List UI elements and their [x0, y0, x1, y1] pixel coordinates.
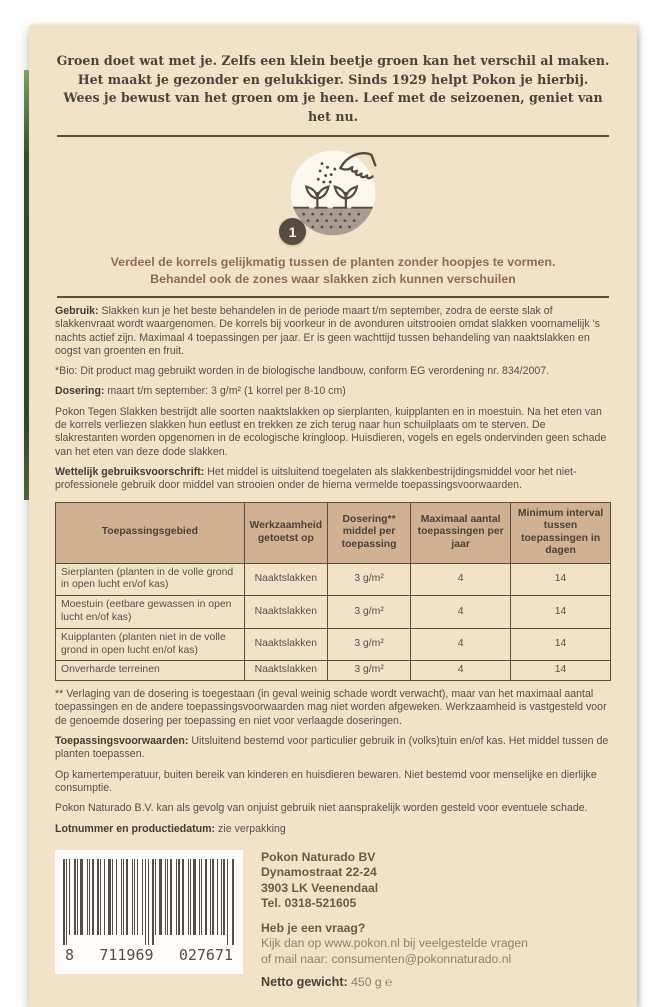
- company-name: Pokon Naturado BV: [261, 849, 376, 864]
- paragraph-product-info: [55, 406, 611, 459]
- cell-max-applications: 4: [411, 563, 511, 596]
- product-box-back-label: [29, 25, 637, 1007]
- cell-tested-on: Naaktslakken: [244, 628, 327, 661]
- application-step-figure: [273, 147, 393, 247]
- table-row: [56, 661, 611, 681]
- barcode-group2: 027671: [178, 945, 233, 964]
- col-header-max-toepassingen: Maximaal aantal toepassingen per jaar: [411, 502, 511, 563]
- net-weight: [261, 975, 611, 991]
- question-line-website: Kijk dan op www.pokon.nl bij veelgestelde vragen: [261, 936, 528, 951]
- barcode-digits: [63, 946, 235, 964]
- step-number-badge: 1: [279, 218, 306, 245]
- paragraph-text: Pokon Naturado B.V. kan als gevolg van onjuist gebruik niet aansprakelijk worden gesteld voor eventuele schade.: [55, 802, 588, 815]
- footer-block: [55, 850, 611, 991]
- paragraph-text: Op kamertemperatuur, buiten bereik van kinderen en huisdieren bewaren. Niet bestemd voor menselijke en dierlijke consumptie.: [55, 768, 597, 794]
- divider-instructions: [57, 296, 609, 298]
- paragraph-label: Gebruik:: [55, 305, 99, 317]
- cell-max-applications: 4: [411, 596, 511, 629]
- paragraph-bewaren: [55, 769, 611, 796]
- barcode-bars: [63, 859, 235, 945]
- paragraph-dosering: [55, 385, 611, 398]
- instruction-line: Verdeel de korrels gelijkmatig tussen de planten zonder hoopjes te vormen.: [110, 255, 556, 269]
- intro-line: Het maakt je gezonder en gelukkiger. Sinds 1929 helpt Pokon je hierbij.: [77, 71, 589, 87]
- table-row: [56, 563, 611, 596]
- usage-conditions-table: [55, 502, 611, 682]
- col-header-toepassingsgebied: Toepassingsgebied: [56, 502, 245, 563]
- paragraph-text: Uitsluitend bestemd voor particulier gebruik in (volks)tuin en/of kas. Het middel tussen de planten toepassen.: [55, 735, 609, 761]
- question-line-email: of mail naar: consumenten@pokonnaturado.nl: [261, 951, 512, 966]
- paragraph-aansprakelijkheid: [55, 802, 611, 815]
- table-row: [56, 596, 611, 629]
- cell-dose: 3 g/m²: [327, 661, 410, 681]
- intro-line: Groen doet wat met je. Zelfs een klein beetje groen kan het verschil al maken.: [56, 53, 610, 68]
- cell-dose: 3 g/m²: [327, 563, 410, 596]
- table-header-row: [56, 502, 611, 563]
- paragraph-text: ** Verlaging van de dosering is toegestaan (in geval weinig schade wordt verwacht), maar van het maximaal aantal toepassingen en de andere toepassingsvoorwaarden mag niet worden afgeweken. Werkzaamheid is vastgesteld voor de genoemde dosering per toepassing en niet voor verlaagde doseringen.: [55, 688, 607, 727]
- paragraph-text: zie verpakking: [218, 822, 286, 835]
- paragraph-label: Toepassingsvoorwaarden:: [55, 735, 189, 748]
- usage-text-block: [55, 305, 611, 493]
- paragraph-gebruik: [55, 305, 611, 358]
- cell-tested-on: Naaktslakken: [244, 563, 327, 596]
- application-instruction: [55, 254, 611, 287]
- cell-max-applications: 4: [411, 661, 511, 681]
- cell-interval-days: 14: [511, 596, 611, 629]
- paragraph-text: Slakken kun je het beste behandelen in de periode maart t/m september, zodra de eerste slak of slakkenvraat wordt waargenomen. De korrels bij voorkeur in de avonduren uitstrooien omdat slakken voornamelijk 's nachts actief zijn. Maximaal 4 toepassingen per jaar. Er is geen wachttijd tussen behandeling van naaktslakken en oogst van groenten en fruit.: [55, 305, 600, 357]
- cell-area: Sierplanten (planten in de volle grond in open lucht en/of kas): [56, 563, 245, 596]
- question-heading: Heb je een vraag?: [261, 920, 366, 935]
- company-street: Dynamostraat 22-24: [261, 865, 377, 880]
- net-weight-value: 450 g ℮: [351, 975, 393, 990]
- barcode-group1: 711969: [99, 945, 154, 964]
- instruction-line: Behandel ook de zones waar slakken zich kunnen verschuilen: [150, 271, 516, 286]
- col-header-dosering: Dosering** middel per toepassing: [327, 502, 410, 563]
- paragraph-lotnummer: [55, 823, 611, 836]
- cell-interval-days: 14: [511, 563, 611, 596]
- paragraph-text: Het middel is uitsluitend toegelaten als slakkenbestrijdingsmiddel voor het niet-professionele gebruik door middel van strooien onder de hierna vermelde toepassingsvoorwaarden.: [55, 465, 577, 492]
- paragraph-toepassingsvoorwaarden: [55, 735, 611, 762]
- barcode-lead-digit: 8: [65, 945, 75, 964]
- cell-area: Moestuin (eetbare gewassen in open lucht en/of kas): [56, 596, 245, 629]
- paragraph-dosering-footnote: [55, 688, 611, 728]
- conditions-text-block: [55, 688, 611, 836]
- cell-area: Kuipplanten (planten niet in de volle grond in open lucht en/of kas): [56, 628, 245, 661]
- paragraph-label: Wettelijk gebruiksvoorschrift:: [55, 465, 205, 478]
- paragraph-text: Pokon Tegen Slakken bestrijdt alle soorten naaktslakken op sierplanten, kuipplanten en in moestuin. Na het eten van de korrels verliezen slakken hun eetlust en trekken ze zich terug naar hun schuilplaats om te sterven. De slakrestanten worden opgenomen in de ecologische kringloop. Huisdieren, vogels en egels ondervinden geen schade van het eten van deze dode slakken.: [55, 405, 607, 458]
- table-row: [56, 628, 611, 661]
- paragraph-bio: [55, 365, 611, 378]
- col-header-werkzaamheid: Werkzaamheid getoetst op: [244, 502, 327, 563]
- ean-barcode: [55, 850, 243, 974]
- box-side-spine: [24, 70, 29, 500]
- intro-line: Wees je bewust van het groen om je heen. Leef met de seizoenen, geniet van het nu.: [63, 90, 603, 124]
- cell-interval-days: 14: [511, 661, 611, 681]
- paragraph-text: maart t/m september: 3 g/m² (1 korrel per 8-10 cm): [107, 385, 346, 398]
- paragraph-text: *Bio: Dit product mag gebruikt worden in de biologische landbouw, conform EG verordening nr. 834/2007.: [55, 365, 550, 378]
- manufacturer-contact: [261, 850, 611, 991]
- cell-tested-on: Naaktslakken: [244, 661, 327, 681]
- company-phone: Tel. 0318-521605: [261, 896, 357, 911]
- paragraph-label: Lotnummer en productiedatum:: [55, 822, 216, 835]
- company-city: 3903 LK Veenendaal: [261, 880, 379, 895]
- divider-top: [57, 135, 609, 137]
- cell-max-applications: 4: [411, 628, 511, 661]
- cell-dose: 3 g/m²: [327, 628, 410, 661]
- brand-intro-text: [55, 25, 611, 126]
- cell-tested-on: Naaktslakken: [244, 596, 327, 629]
- cell-area: Onverharde terreinen: [56, 661, 245, 681]
- paragraph-wettelijk-gebruiksvoorschrift: [55, 466, 611, 493]
- net-weight-label: Netto gewicht:: [261, 975, 348, 990]
- paragraph-label: Dosering:: [55, 385, 105, 398]
- col-header-interval: Minimum interval tussen toepassingen in dagen: [511, 502, 611, 563]
- cell-interval-days: 14: [511, 628, 611, 661]
- cell-dose: 3 g/m²: [327, 596, 410, 629]
